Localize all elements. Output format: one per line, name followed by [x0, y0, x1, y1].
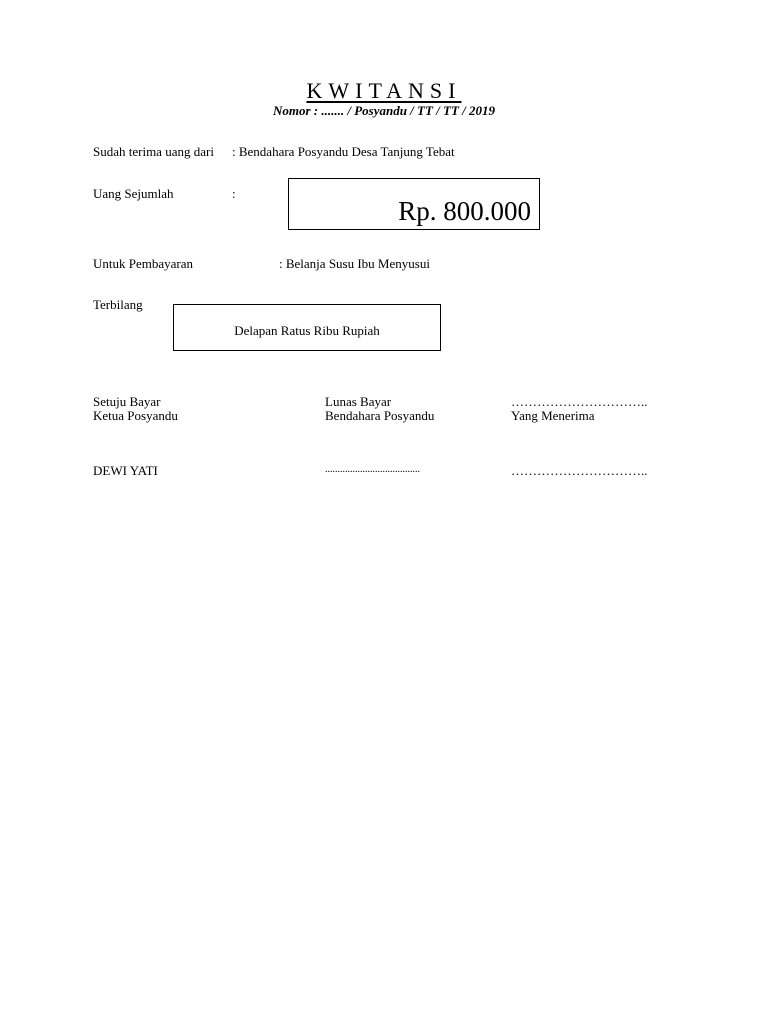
signature-col1-line1: Setuju Bayar — [93, 394, 161, 409]
payment-for-value: : Belanja Susu Ibu Menyusui — [279, 256, 430, 271]
in-words-box — [173, 304, 441, 351]
receipt-title: KWITANSI — [306, 78, 462, 103]
signature-col1-line2: Ketua Posyandu — [93, 408, 178, 423]
amount-label: Uang Sejumlah — [93, 186, 174, 201]
signature-col3-line2: Yang Menerima — [511, 408, 595, 423]
signature-col2-name: ...................................... — [325, 464, 420, 475]
amount-colon: : — [232, 186, 236, 201]
signature-col1-name: DEWI YATI — [93, 463, 158, 478]
received-from-value: : Bendahara Posyandu Desa Tanjung Tebat — [232, 144, 455, 159]
signature-col2-line1: Lunas Bayar — [325, 394, 392, 409]
amount-box — [288, 178, 540, 230]
signature-col3-name: ………………………….. — [511, 463, 648, 478]
in-words-value: Delapan Ratus Ribu Rupiah — [234, 323, 380, 338]
in-words-label: Terbilang — [93, 297, 143, 312]
signature-col2-line2: Bendahara Posyandu — [325, 408, 435, 423]
received-from-label: Sudah terima uang dari — [93, 144, 214, 159]
amount-value: Rp. 800.000 — [398, 196, 531, 226]
receipt-number: Nomor : ....... / Posyandu / TT / TT / 2019 — [272, 103, 496, 118]
payment-for-label: Untuk Pembayaran — [93, 256, 194, 271]
signature-col3-line1: ………………………….. — [511, 394, 648, 409]
